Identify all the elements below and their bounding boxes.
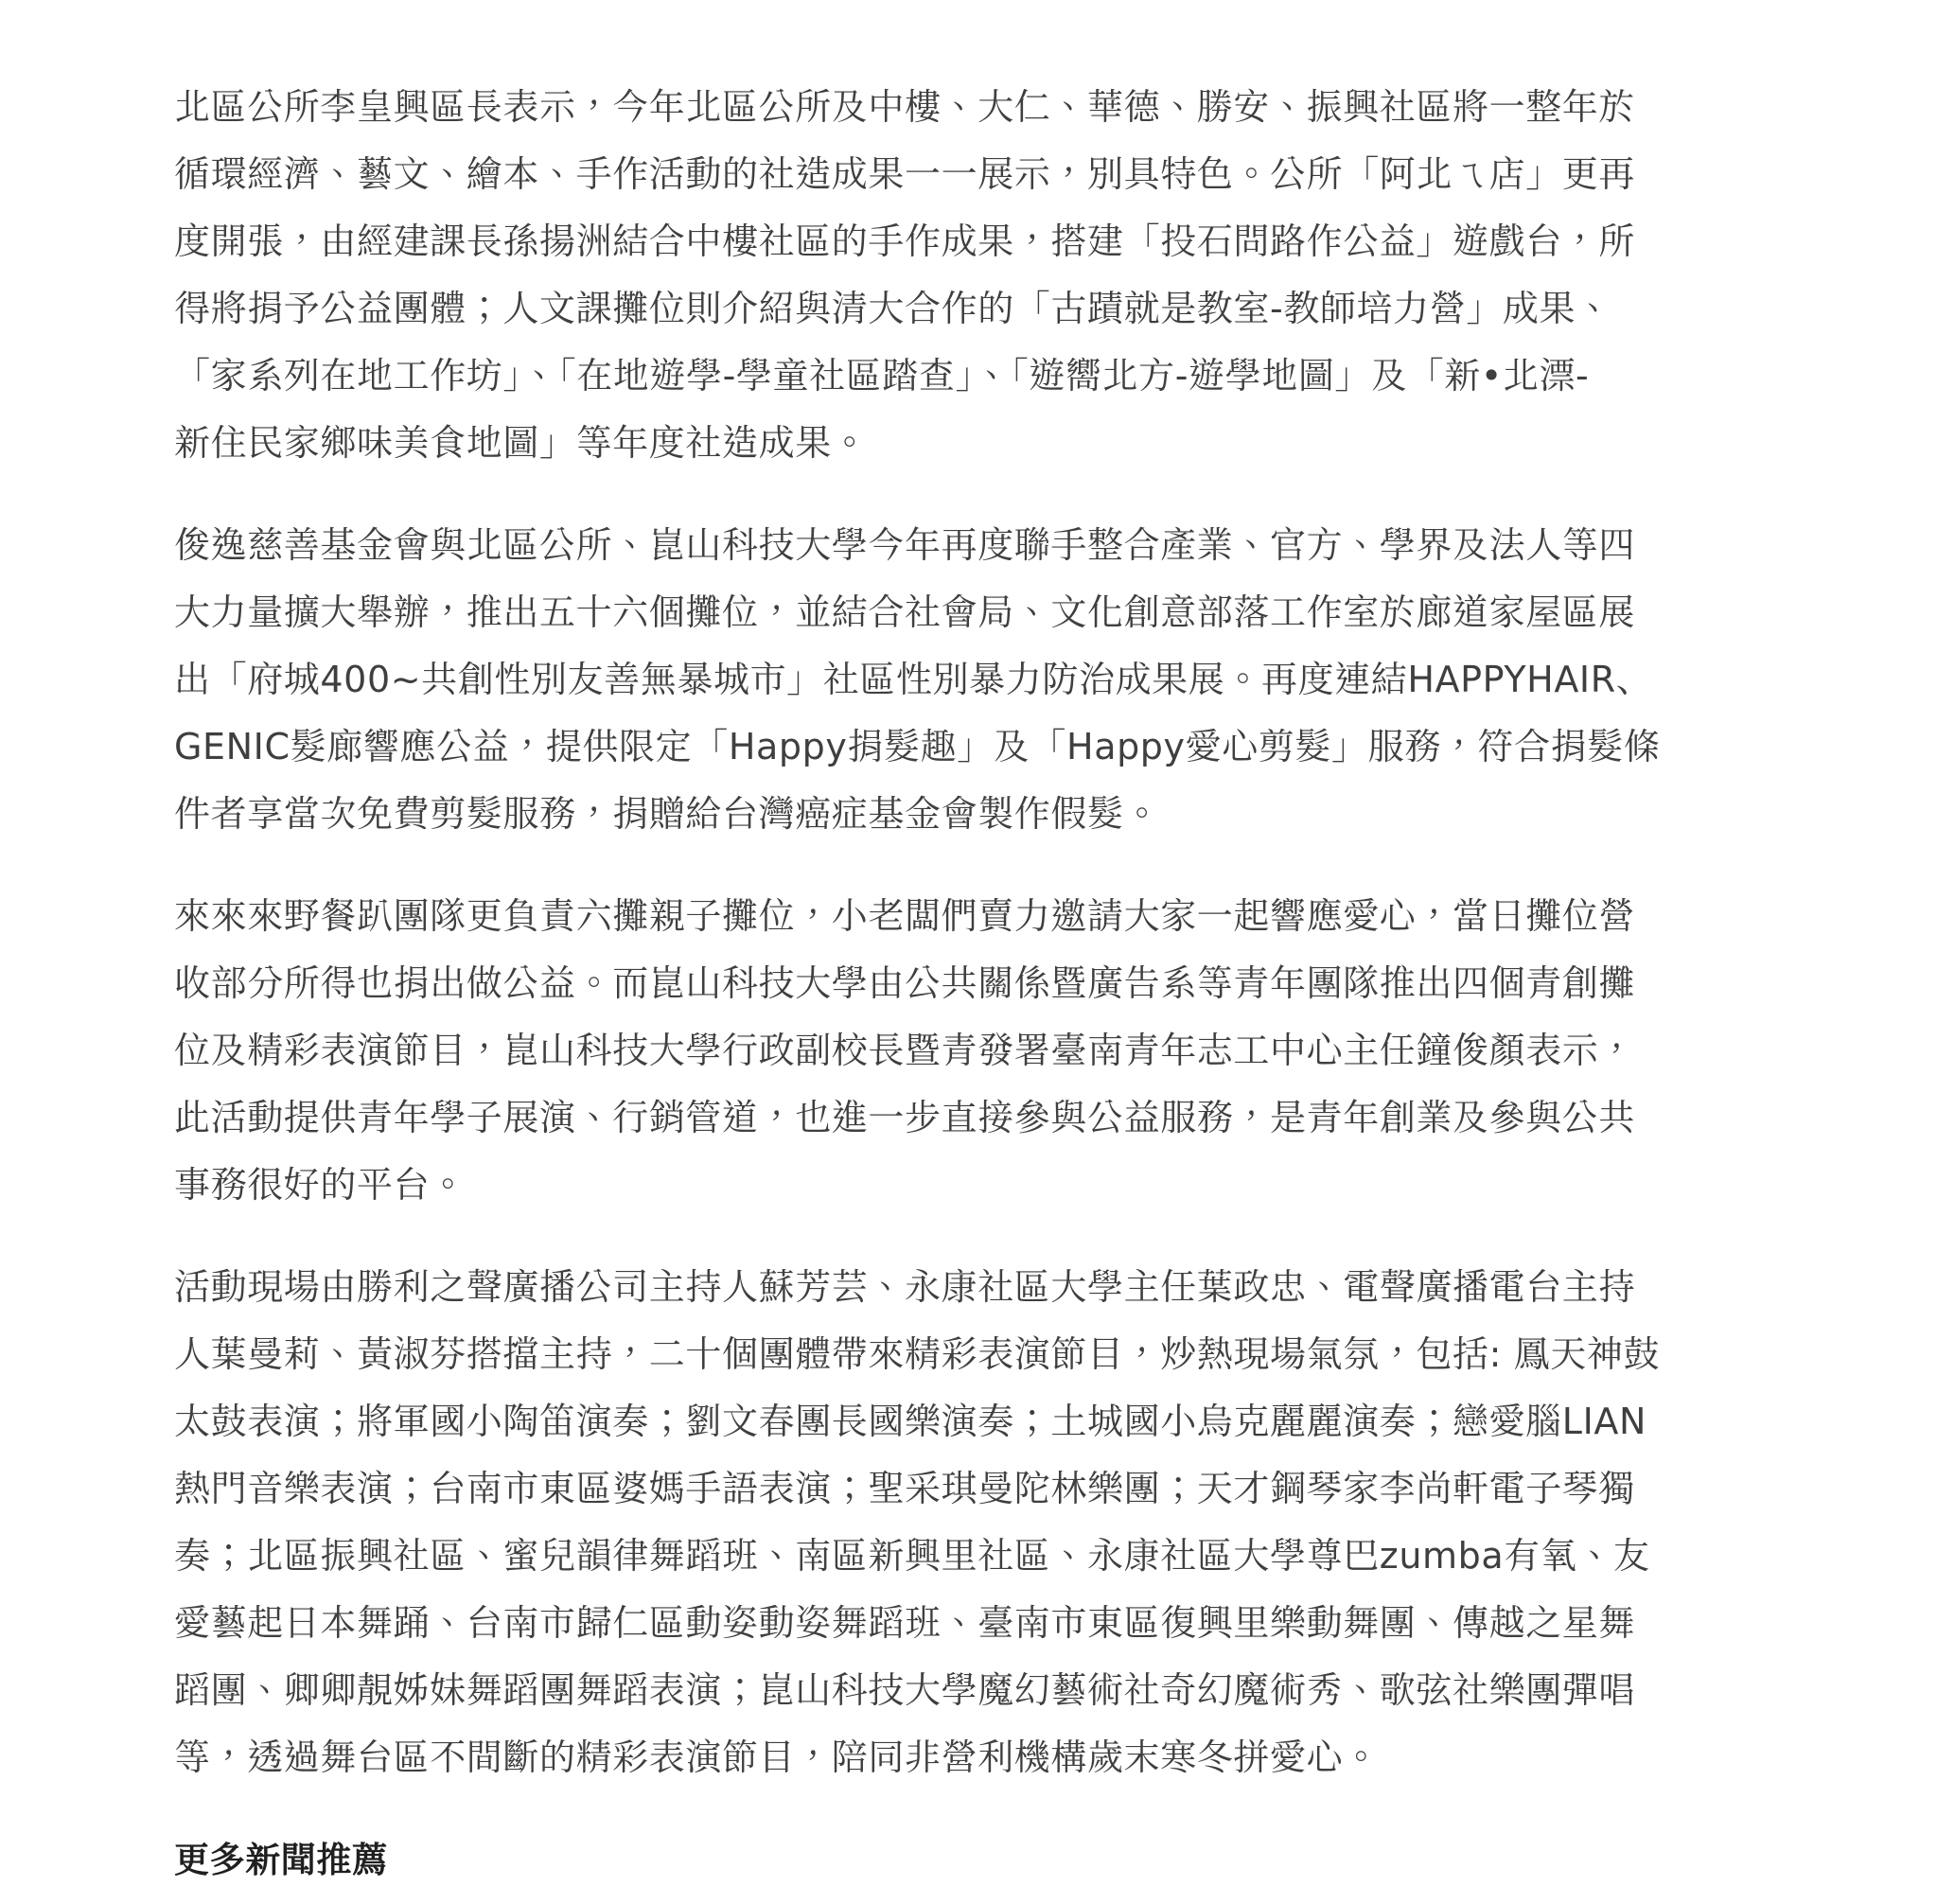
paragraph (174, 512, 1802, 848)
text-line: 「家系列在地工作坊」、「在地遊學-學童社區踏查」、「遊嚮北方-遊學地圖」及「新•北漂- (174, 355, 1590, 397)
paragraph (174, 74, 1802, 477)
text-line: 大力量擴大舉辦，推出五十六個攤位，並結合社會局、文化創意部落工作室於廊道家屋區展 (174, 591, 1636, 633)
text-line: 愛藝起日本舞踊、台南市歸仁區動姿動姿舞蹈班、臺南市東區復興里樂動舞團、傳越之星舞 (174, 1602, 1636, 1644)
text-line: 人葉曼莉、黃淑芬搭擋主持，二十個團體帶來精彩表演節目，炒熱現場氣氛，包括: 鳳天神鼓 (174, 1333, 1661, 1375)
text-line: 蹈團、卿卿靚姊妹舞蹈團舞蹈表演；崑山科技大學魔幻藝術社奇幻魔術秀、歌弦社樂團彈唱 (174, 1669, 1636, 1711)
article-body (174, 74, 1802, 1894)
text-line: 俊逸慈善基金會與北區公所、崑山科技大學今年再度聯手整合產業、官方、學界及法人等四 (174, 524, 1636, 566)
text-line: 件者享當次免費剪髮服務，捐贈給台灣癌症基金會製作假髮。 (174, 793, 1161, 835)
paragraph (174, 883, 1802, 1219)
paragraph (174, 1254, 1802, 1791)
text-line: 奏；北區振興社區、蜜兒韻律舞蹈班、南區新興里社區、永康社區大學尊巴zumba有氧、友 (174, 1535, 1650, 1577)
more-news-heading: 更多新聞推薦 (174, 1840, 388, 1880)
text-line: 收部分所得也捐出做公益。而崑山科技大學由公共關係暨廣告系等青年團隊推出四個青創攤 (174, 962, 1636, 1004)
text-line: 新住民家鄉味美食地圖」等年度社造成果。 (174, 422, 869, 464)
text-line: 度開張，由經建課長孫揚洲結合中樓社區的手作成果，搭建「投石問路作公益」遊戲台，所 (174, 220, 1636, 262)
text-line: 北區公所李皇興區長表示，今年北區公所及中樓、大仁、華德、勝安、振興社區將一整年於 (174, 86, 1636, 128)
text-line: 循環經濟、藝文、繪本、手作活動的社造成果一一展示，別具特色。公所「阿北ㄟ店」更再 (174, 153, 1636, 195)
text-line: 位及精彩表演節目，崑山科技大學行政副校長暨青發署臺南青年志工中心主任鐘俊顏表示， (174, 1030, 1636, 1071)
text-line: GENIC髮廊響應公益，提供限定「Happy捐髮趣」及「Happy愛心剪髮」服務，符合捐髮條 (174, 726, 1661, 767)
text-line: 活動現場由勝利之聲廣播公司主持人蘇芳芸、永康社區大學主任葉政忠、電聲廣播電台主持 (174, 1266, 1636, 1308)
text-line: 此活動提供青年學子展演、行銷管道，也進一步直接參與公益服務，是青年創業及參與公共 (174, 1097, 1636, 1138)
text-line: 出「府城400~共創性別友善無暴城市」社區性別暴力防治成果展。再度連結HAPPYHAIR、 (174, 659, 1653, 700)
text-line: 事務很好的平台。 (174, 1164, 467, 1206)
text-line: 得將捐予公益團體；人文課攤位則介紹與清大合作的「古蹟就是教室-教師培力營」成果、 (174, 288, 1612, 329)
text-line: 太鼓表演；將軍國小陶笛演奏；劉文春團長國樂演奏；土城國小烏克麗麗演奏；戀愛腦LIAN (174, 1401, 1647, 1442)
text-line: 來來來野餐趴團隊更負責六攤親子攤位，小老闆們賣力邀請大家一起響應愛心，當日攤位營 (174, 895, 1636, 937)
text-line: 熱門音樂表演；台南市東區婆媽手語表演；聖采琪曼陀林樂團；天才鋼琴家李尚軒電子琴獨 (174, 1468, 1636, 1509)
text-line: 等，透過舞台區不間斷的精彩表演節目，陪同非營利機構歲末寒冬拼愛心。 (174, 1737, 1380, 1778)
